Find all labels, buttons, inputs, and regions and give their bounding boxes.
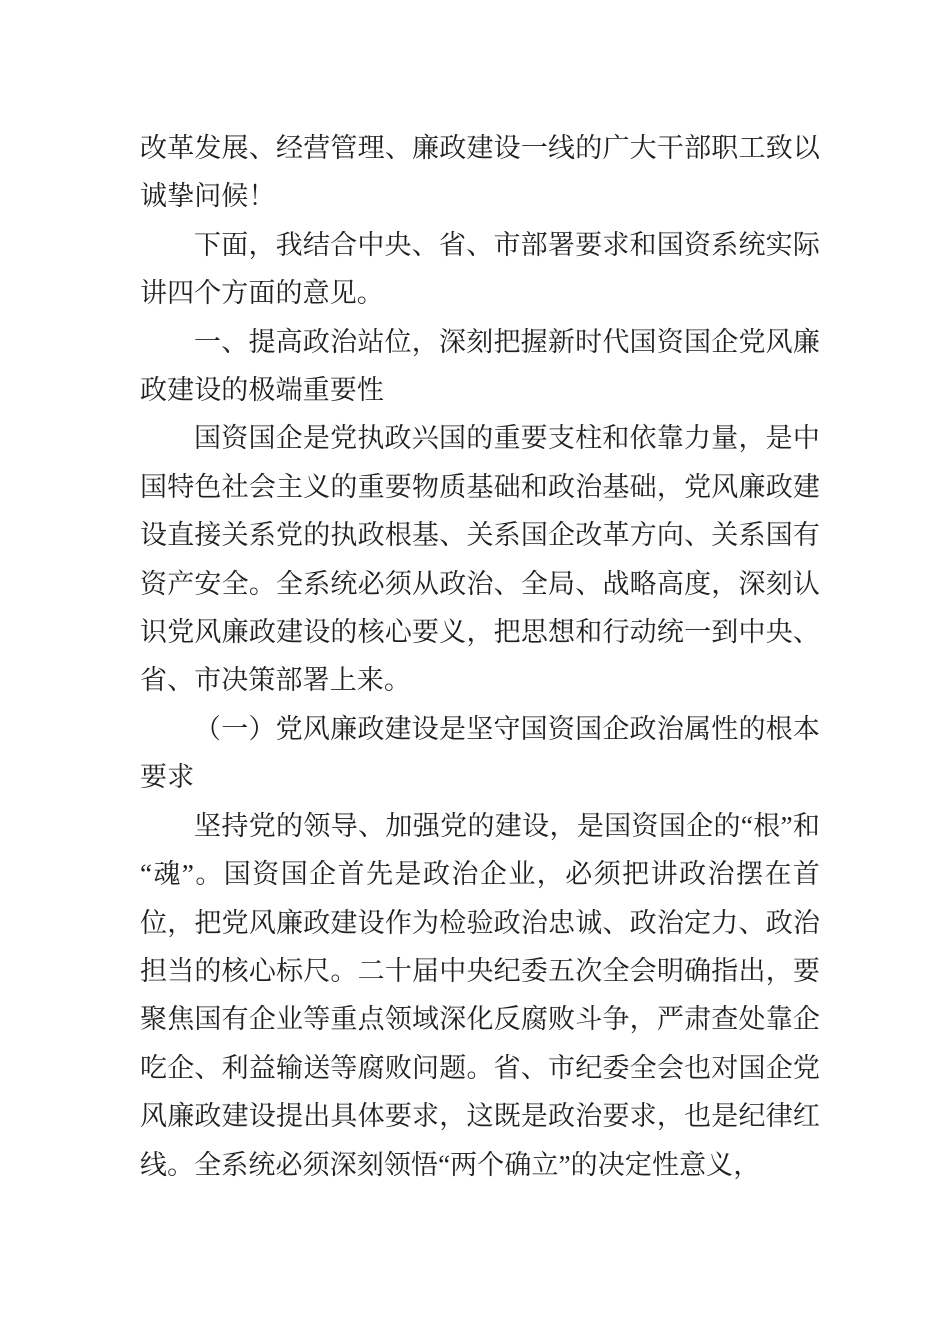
paragraph-continuation: 改革发展、经营管理、廉政建设一线的广大干部职工致以诚挚问候！ [140,133,820,212]
paragraph-section-body: 国资国企是党执政兴国的重要支柱和依靠力量，是中国特色社会主义的重要物质基础和政治基础，党风廉政建设直接关系党的执政根基、关系国企改革方向、关系国有资产安全。全系统必须从政治、全局、战略高度，深刻认识党风廉政建设的核心要义，把思想和行动统一到中央、省、市决策部署上来。 [140,423,820,696]
subsection-heading-one: （一）党风廉政建设是坚守国资国企政治属性的根本要求 [140,713,820,793]
paragraph-subsection-body: 坚持党的领导、加强党的建设，是国资国企的“根”和“魂”。国资国企首先是政治企业，必须把讲政治摆在首位，把党风廉政建设作为检验政治忠诚、政治定力、政治担当的核心标尺。二十届中央纪委五次全会明确指出，要聚焦国有企业等重点领域深化反腐败斗争，严肃查处靠企吃企、利益输送等腐败问题。省、市纪委全会也对国企党风廉政建设提出具体要求，这既是政治要求，也是纪律红线。全系统必须深刻领悟“两个确立”的决定性意义， [140,810,820,1180]
paragraph-intro: 下面，我结合中央、省、市部署要求和国资系统实际讲四个方面的意见。 [140,229,820,309]
section-heading-one: 一、提高政治站位，深刻把握新时代国资国企党风廉政建设的极端重要性 [140,326,820,406]
